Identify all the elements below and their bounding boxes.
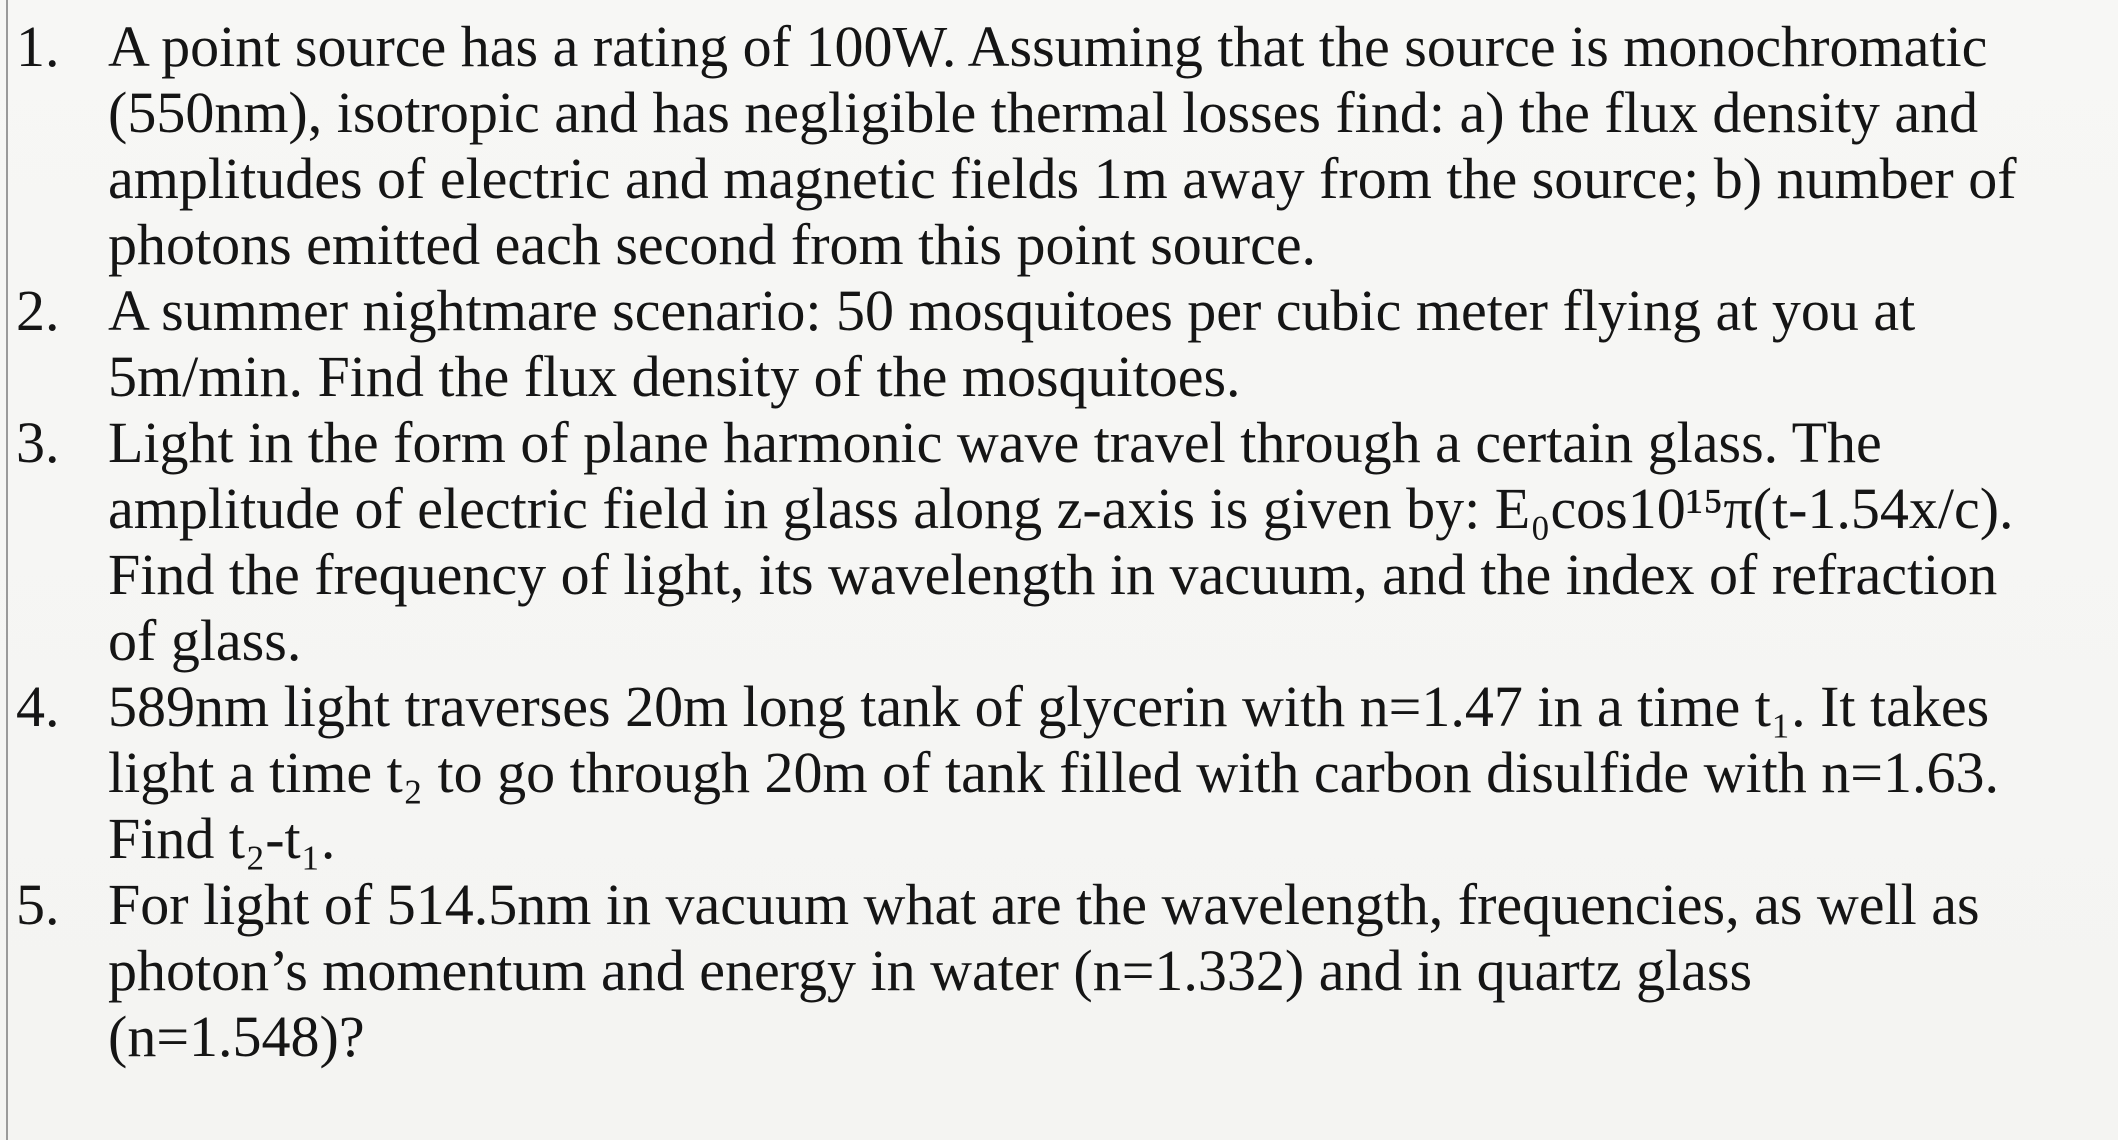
problem-text: 589nm light traverses 20m long tank of glycerin with n=1.47 in a time t₁. It takes light a time t₂ to go through 20m of tank filled with carbon disulfide with n=1.63. Find t₂-t₁. [108,674,1999,871]
problem-text: Light in the form of plane harmonic wave travel through a certain glass. The amplitude of electric field in glass along z-axis is given by: E₀cos10¹⁵π(t-1.54x/c). Find the frequency of light, its wavelength in vacuum, and the index of refraction of glass. [108,410,2014,673]
problem-number: 5. [16,872,60,937]
problem-2 [8,278,2098,410]
problem-3 [8,410,2098,674]
problem-text: A point source has a rating of 100W. Assuming that the source is monochromatic (550nm), isotropic and has negligible thermal losses find: a) the flux density and amplitudes of electric and magnetic fields 1m away from the source; b) number of photons emitted each second from this point source. [108,14,2017,277]
problem-4 [8,674,2098,872]
problem-list [8,14,2098,1070]
problem-number: 3. [16,410,60,475]
problem-5 [8,872,2098,1070]
problem-number: 4. [16,674,60,739]
problem-1 [8,14,2098,278]
problem-number: 1. [16,14,60,79]
problem-text: A summer nightmare scenario: 50 mosquitoes per cubic meter flying at you at 5m/min. Find the flux density of the mosquitoes. [108,278,1916,409]
problem-text: For light of 514.5nm in vacuum what are the wavelength, frequencies, as well as photon’s momentum and energy in water (n=1.332) and in quartz glass (n=1.548)? [108,872,1980,1069]
problem-number: 2. [16,278,60,343]
